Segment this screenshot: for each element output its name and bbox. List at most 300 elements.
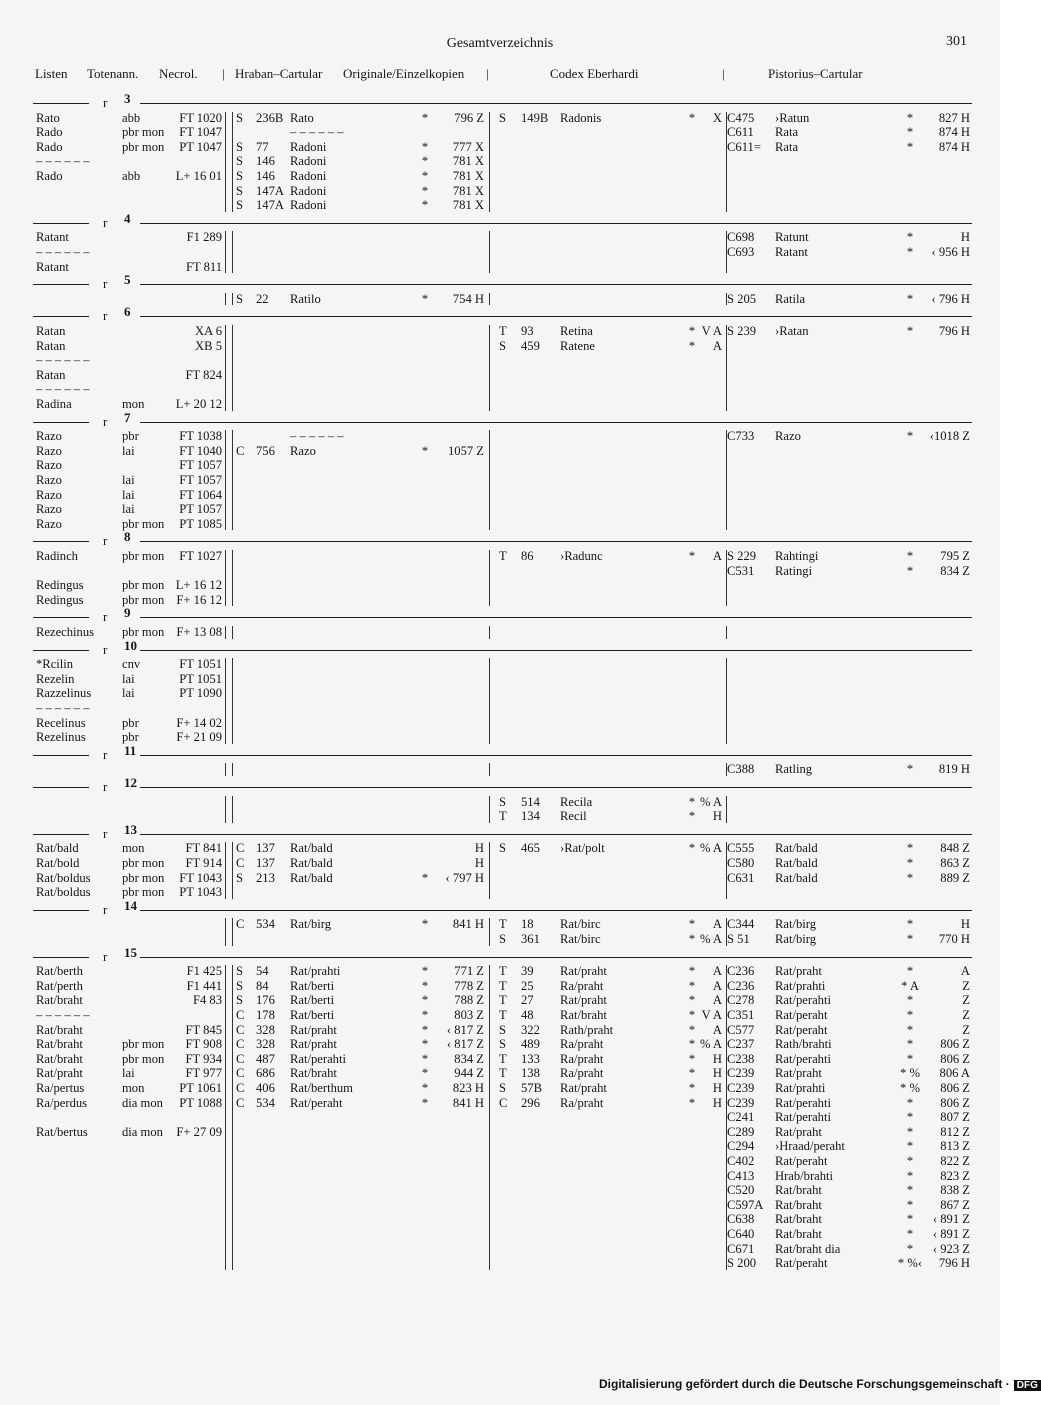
column-rule [726,550,727,606]
cell-status: abb [122,110,141,125]
table-row [0,1037,1000,1052]
table-row [0,382,1000,397]
column-rule [225,965,226,1270]
cell-ps-form: Rat/peraht [775,1256,828,1271]
table-row [0,716,1000,731]
col-header-hraban: Hraban–Cartular [235,66,323,81]
cell-ps-star: * [906,762,914,777]
cell-name: Radina [36,397,72,411]
cell-name: Razo [36,429,62,444]
divider-line [140,755,972,756]
table-row [0,686,1000,701]
column-rule [726,658,727,744]
cell-ps-date: 848 Z [940,841,970,856]
column-rule [232,796,233,823]
cell-ps-form: Rat/praht [775,1124,822,1139]
cell-hr-date: 841 H [452,917,484,932]
cell-hr-star: * [421,139,429,154]
cell-hr-num: 147A [256,183,284,198]
cell-ps-star: * [906,245,914,259]
cell-name: – – – – – – [36,701,90,715]
cell-ps-form: Ratingi [775,563,813,578]
cell-ps-star: * A [901,978,919,993]
divider-line [33,617,89,618]
cell-ps-star: * [906,1154,914,1168]
cell-ps-form: Rat/bald [775,870,818,885]
cell-name: *Rcilin [36,657,74,672]
cell-hr-form: Rat/berthum [290,1081,353,1095]
table-row [0,458,1000,473]
cell-ps-date: Z [962,978,970,993]
column-rule [726,112,727,212]
cell-hr-form: – – – – – – [290,429,344,444]
column-rule [489,550,490,606]
cell-cx-flag: H [712,809,722,824]
cell-name: Rat/braht [36,993,83,1008]
cell-ps-star: * [906,841,914,856]
cell-hr-date: 771 Z [454,964,484,979]
cell-status: lai [122,1066,135,1081]
section-prefix: r [103,276,108,292]
table-row [0,230,1000,245]
cell-status: pbr mon [122,516,165,531]
cell-ps-form: Rata [775,139,799,154]
cell-hr-date: 803 Z [454,1008,484,1022]
col-header-separator: | [722,66,725,81]
cell-ps-star: * [906,1051,914,1066]
column-rule [726,918,727,945]
cell-hr-num: 686 [256,1066,275,1081]
cell-cx-flag: % A [699,932,722,946]
cell-ps-star: * [906,1022,914,1037]
cell-necrol: FT 1043 [179,870,222,885]
cell-hr-code: S [236,110,244,125]
cell-ps-code: S 200 [727,1256,757,1271]
cell-cx-star: * [688,1008,696,1022]
cell-name: Razo [36,516,62,531]
cell-hr-date: 778 Z [454,978,484,993]
cell-necrol: L+ 16 01 [175,169,222,183]
column-rule [232,293,233,306]
cell-ps-star: * [906,563,914,578]
cell-necrol: FT 841 [185,841,222,856]
cell-ps-form: Rat/bald [775,856,818,870]
cell-hr-form: Rat/praht [290,1037,337,1052]
cell-cx-form: Ra/praht [560,1051,604,1066]
cell-cx-form: Recila [560,794,593,809]
cell-cx-num: 514 [521,794,540,809]
section-prefix: r [103,901,108,917]
section-number: 4 [124,210,131,226]
column-rule [225,430,226,530]
cell-name: Ratan [36,324,66,338]
cell-status: cnv [122,657,141,672]
cell-name: Razo [36,458,62,473]
cell-hr-code: S [236,870,244,885]
cell-cx-flag: A [712,964,722,979]
section-divider [0,304,1000,324]
cell-name: Ratan [36,367,66,382]
cell-cx-num: 133 [521,1051,540,1066]
col-header-totenann: Totenann. [87,66,139,81]
cell-name: Rato [36,110,60,125]
cell-hr-num: 213 [256,870,275,885]
cell-name: Rezelin [36,671,75,686]
table-row [0,1154,1000,1169]
column-rule [489,658,490,744]
cell-ps-code: S 205 [727,291,757,306]
table-row [0,1008,1000,1023]
table-row [0,125,1000,140]
divider-line [140,834,972,835]
cell-necrol: PT 1043 [179,885,222,900]
cell-necrol: F+ 13 08 [176,625,222,639]
cell-cx-code: T [499,1066,507,1081]
cell-cx-code: T [499,978,507,993]
cell-status: pbr [122,715,139,730]
cell-ps-date: 823 Z [940,1168,970,1183]
footer [599,1377,1041,1391]
cell-necrol: XA 6 [195,324,222,338]
cell-ps-star: * [906,1139,914,1154]
cell-ps-form: Rat/prahti [775,978,826,993]
cell-ps-date: H [960,230,970,245]
cell-ps-date: Z [962,1008,970,1022]
cell-name: Rat/bold [36,856,80,870]
cell-hr-code: S [236,198,244,213]
cell-name: Radinch [36,549,78,563]
divider-line [33,787,89,788]
cell-cx-code: S [499,1081,507,1095]
table-row [0,1169,1000,1184]
cell-hr-code: S [236,154,244,169]
section-divider [0,91,1000,111]
cell-hr-code: C [236,841,245,856]
column-rule [489,231,490,273]
section-number: 14 [124,897,137,913]
cell-cx-star: * [688,1066,696,1081]
cell-cx-code: S [499,794,507,809]
table-row [0,1256,1000,1271]
cell-cx-flag: % A [699,794,722,809]
cell-cx-star: * [688,978,696,993]
cell-status: mon [122,841,145,856]
column-rule [489,965,490,1270]
cell-name: Ratan [36,338,66,353]
section-divider [0,529,1000,549]
table-row [0,917,1000,932]
section-number: 10 [124,637,137,653]
table-row [0,762,1000,777]
cell-ps-form: Rat/peraht [775,1022,828,1037]
cell-ps-code: C239 [727,1081,755,1095]
divider-line [140,787,972,788]
cell-hr-date: ‹ 817 Z [446,1022,484,1037]
cell-necrol: F1 289 [186,230,222,245]
section-prefix: r [103,609,108,625]
cell-cx-form: Ratene [560,338,595,353]
cell-ps-date: 806 Z [940,1037,970,1052]
cell-necrol: XB 5 [195,338,222,353]
cell-hr-star: * [421,154,429,169]
cell-hr-form: Rat/berti [290,993,335,1008]
cell-ps-form: Ratunt [775,230,809,245]
column-rule [726,231,727,273]
cell-hr-num: 176 [256,993,275,1008]
cell-ps-code: C520 [727,1183,755,1198]
cell-name: Recelinus [36,715,86,730]
cell-ps-date: ‹1018 Z [929,429,970,444]
cell-cx-form: Radonis [560,110,602,125]
cell-hr-code: C [236,1022,245,1037]
cell-cx-code: S [499,932,507,946]
cell-cx-code: T [499,993,507,1008]
cell-hr-form: Radoni [290,183,327,198]
column-rule [232,658,233,744]
cell-ps-code: C475 [727,110,755,125]
cell-hr-date: 788 Z [454,993,484,1008]
cell-ps-date: 796 H [938,324,970,338]
table-row [0,1183,1000,1198]
cell-hr-num: 406 [256,1081,275,1095]
cell-cx-form: Rat/braht [560,1008,607,1022]
cell-necrol: FT 914 [185,856,222,870]
cell-necrol: PT 1090 [179,686,222,701]
cell-ps-code: C351 [727,1008,755,1022]
cell-cx-form: Recil [560,809,587,824]
divider-line [33,316,89,317]
section-prefix: r [103,641,108,657]
cell-ps-form: Rat/praht [775,964,822,979]
cell-hr-num: 487 [256,1051,275,1066]
cell-necrol: PT 1061 [179,1081,222,1095]
cell-cx-flag: H [712,1066,722,1081]
cell-name: Rat/braht [36,1037,83,1052]
cell-ps-date: 827 H [938,110,970,125]
divider-line [33,755,89,756]
cell-hr-code: C [236,1008,245,1022]
cell-cx-code: S [499,1022,507,1037]
section-divider [0,210,1000,231]
table-row [0,701,1000,716]
cell-ps-form: Rat/braht dia [775,1241,841,1256]
cell-status: lai [122,671,135,686]
cell-hr-date: 781 X [452,169,484,183]
cell-name: Razo [36,473,62,487]
cell-hr-star: * [421,169,429,183]
cell-name: Rado [36,169,63,183]
cell-ps-code: C344 [727,917,755,932]
cell-ps-star: * [906,870,914,885]
section-prefix: r [103,214,108,230]
cell-ps-date: 874 H [938,125,970,140]
cell-hr-code: S [236,978,244,993]
cell-ps-form: ›Hraad/peraht [775,1139,845,1154]
cell-name: Rat/perth [36,978,83,993]
cell-cx-num: 149B [521,110,549,125]
cell-hr-code: C [236,443,245,458]
cell-cx-form: Ra/praht [560,978,604,993]
section-prefix: r [103,825,108,841]
cell-name: Redingus [36,578,84,593]
cell-cx-star: * [688,917,696,932]
table-row [0,856,1000,871]
cell-name: Ratant [36,230,69,245]
divider-line [140,223,972,224]
cell-cx-form: Rat/praht [560,1081,607,1095]
table-row [0,932,1000,947]
cell-name: Rat/boldus [36,885,91,900]
cell-cx-num: 138 [521,1066,540,1081]
section-prefix: r [103,308,108,324]
cell-ps-date: 863 Z [940,856,970,870]
column-rule [726,293,727,306]
table-row [0,397,1000,412]
divider-line [140,957,972,958]
col-header-necrol: Necrol. [159,66,198,81]
cell-ps-star: * %‹ [897,1256,923,1271]
column-rule [726,965,727,1270]
cell-cx-form: Rat/birc [560,917,601,932]
col-header-codex: Codex Eberhardi [550,66,639,81]
cell-ps-date: 795 Z [940,549,970,563]
divider-line [33,541,89,542]
section-prefix: r [103,779,108,794]
cell-ps-star: * % [900,1066,920,1081]
cell-ps-star: * [906,1110,914,1125]
table-row [0,1023,1000,1038]
cell-necrol: FT 824 [185,367,222,382]
cell-name: Razzelinus [36,686,92,701]
cell-ps-code: S 239 [727,324,757,338]
cell-name: Rat/braht [36,1022,83,1037]
cell-cx-star: * [688,993,696,1008]
cell-hr-date: 781 X [452,198,484,213]
divider-line [33,103,89,104]
cell-hr-date: ‹ 797 H [445,870,484,885]
cell-name: Razo [36,487,62,502]
cell-hr-form: Radoni [290,169,327,183]
cell-necrol: FT 845 [185,1022,222,1037]
table-row [0,1125,1000,1140]
column-rule [489,325,490,411]
cell-ps-star: * [906,1227,914,1241]
cell-hr-form: Rat/berti [290,978,335,993]
cell-cx-star: * [688,1081,696,1095]
table-row [0,1096,1000,1111]
column-rule [726,325,727,411]
cell-status: lai [122,502,135,517]
cell-status: pbr mon [122,549,165,563]
cell-ps-form: Rat/bald [775,841,818,856]
cell-cx-flag: A [712,549,722,563]
cell-cx-star: * [688,1051,696,1066]
cell-ps-date: 812 Z [940,1124,970,1139]
cell-necrol: FT 1057 [179,473,222,487]
divider-line [33,910,89,911]
cell-name: – – – – – – [36,382,90,397]
section-divider [0,742,1000,763]
cell-hr-form: Rato [290,110,314,125]
divider-line [33,650,89,651]
column-rule [726,796,727,823]
table-row [0,488,1000,503]
cell-hr-star: * [421,964,429,979]
divider-line [33,957,89,958]
column-rule [232,763,233,776]
cell-hr-date: H [474,856,484,870]
cell-necrol: F1 425 [186,964,222,979]
column-rule [489,112,490,212]
cell-ps-star: * % [900,1081,920,1095]
section-number: 12 [124,775,137,790]
cell-status: pbr mon [122,592,165,607]
column-rule [232,325,233,411]
cell-cx-star: * [688,1095,696,1110]
section-number: 13 [124,821,137,837]
cell-ps-form: Rat/perahti [775,993,831,1008]
table-row [0,154,1000,169]
table-row [0,517,1000,532]
cell-ps-star: * [906,1037,914,1052]
cell-necrol: F+ 27 09 [176,1124,222,1139]
cell-cx-code: S [499,841,507,856]
section-number: 11 [124,742,137,758]
cell-hr-date: 796 Z [454,110,484,125]
cell-hr-code: C [236,917,245,932]
table-row [0,841,1000,856]
column-rule [232,842,233,898]
cell-hr-form: Ratilo [290,291,321,306]
cell-hr-form: Rat/perahti [290,1051,346,1066]
cell-status: pbr mon [122,870,165,885]
column-rule [726,430,727,530]
table-row [0,473,1000,488]
cell-name: Razo [36,443,62,458]
cell-status: pbr mon [122,625,165,639]
cell-cx-flag: A [712,1022,722,1037]
cell-hr-code: S [236,183,244,198]
cell-hr-star: * [421,1008,429,1022]
column-rule [726,842,727,898]
table-row [0,672,1000,687]
column-rule [232,231,233,273]
cell-cx-num: 361 [521,932,540,946]
cell-ps-star: * [906,932,914,946]
cell-name: Rat/berth [36,964,83,979]
cell-cx-star: * [688,794,696,809]
cell-status: dia mon [122,1095,163,1110]
section-number: 7 [124,409,131,425]
table-row [0,1066,1000,1081]
cell-hr-code: C [236,856,245,870]
section-divider [0,605,1000,625]
table-row [0,502,1000,517]
cell-necrol: L+ 20 12 [175,397,222,411]
cell-ps-date: 889 Z [940,870,970,885]
cell-cx-num: 322 [521,1022,540,1037]
col-header-listen: Listen [35,66,68,81]
cell-hr-code: S [236,291,244,306]
cell-hr-star: * [421,183,429,198]
cell-hr-form: Rat/bald [290,841,333,856]
section-prefix: r [103,746,108,762]
cell-name: Rat/praht [36,1066,83,1081]
cell-name: – – – – – – [36,353,90,368]
cell-cx-star: * [688,1022,696,1037]
cell-name: Redingus [36,592,84,607]
cell-hr-form: Rat/bald [290,870,333,885]
